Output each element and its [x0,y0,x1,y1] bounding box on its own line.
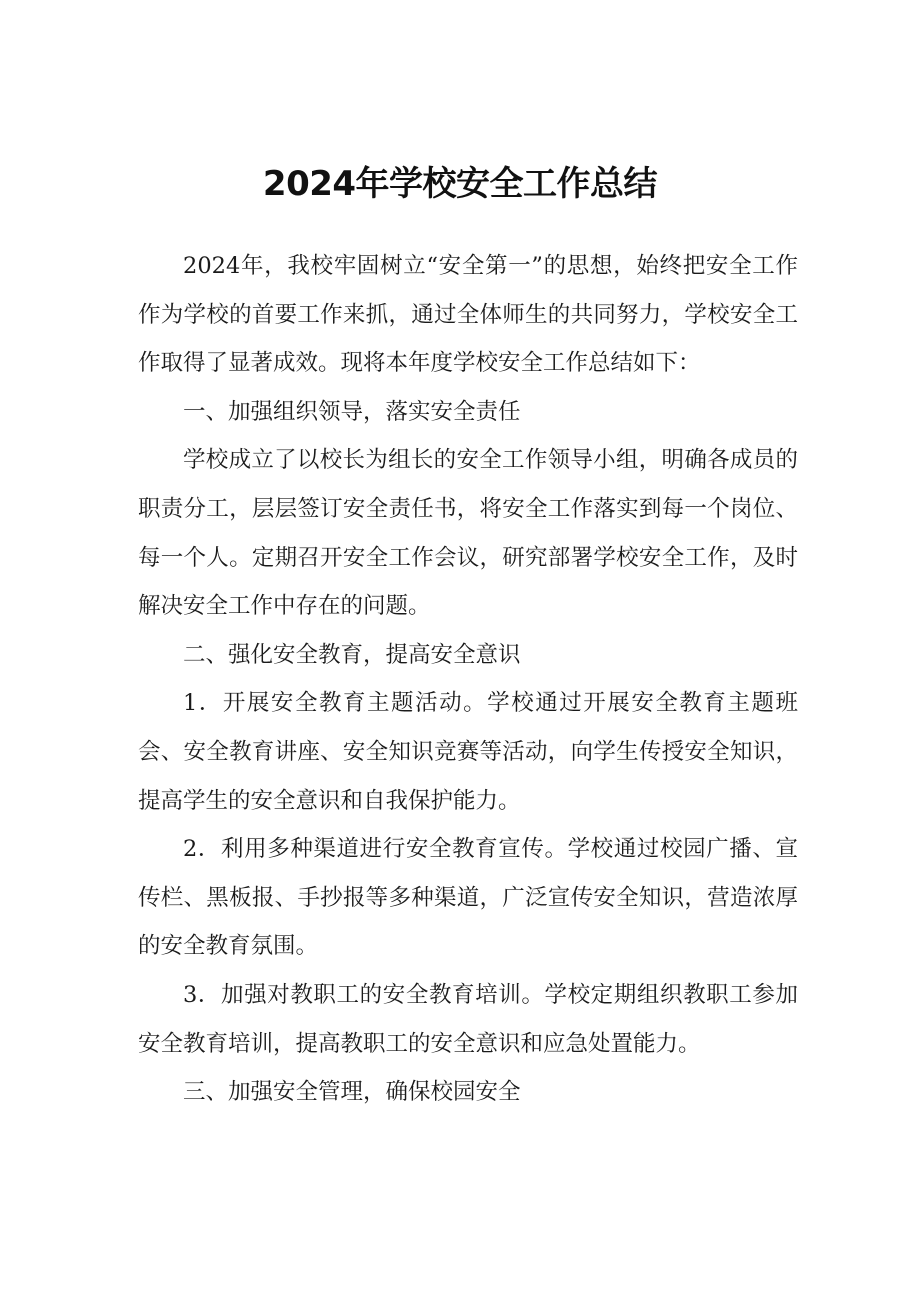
intro-paragraph: 2024年，我校牢固树立“安全第一”的思想，始终把安全工作作为学校的首要工作来抓，通过全体师生的共同努力，学校安全工作取得了显著成效。现将本年度学校安全工作总结如下： [138,253,798,377]
document-title: 2024年学校安全工作总结 [262,164,658,204]
document-body [138,242,798,1117]
section-heading-2: 二、强化安全教育，提高安全意识 [183,641,521,668]
section-1-paragraph: 学校成立了以校长为组长的安全工作领导小组，明确各成员的职责分工，层层签订安全责任书，将安全工作落实到每一个岗位、每一个人。定期召开安全工作会议，研究部署学校安全工作，及时解决安全工作中存在的问题。 [138,447,798,620]
section-heading-1: 一、加强组织领导，落实安全责任 [183,398,521,425]
section-2-item-2: 2．利用多种渠道进行安全教育宣传。学校通过校园广播、宣传栏、黑板报、手抄报等多种渠道，广泛宣传安全知识，营造浓厚的安全教育氛围。 [138,836,798,960]
section-heading-3: 三、加强安全管理，确保校园安全 [183,1079,521,1106]
section-2-item-3: 3．加强对教职工的安全教育培训。学校定期组织教职工参加安全教育培训，提高教职工的安全意识和应急处置能力。 [138,981,798,1057]
section-2-item-1: 1．开展安全教育主题活动。学校通过开展安全教育主题班会、安全教育讲座、安全知识竞赛等活动，向学生传授安全知识，提高学生的安全意识和自我保护能力。 [138,690,798,814]
